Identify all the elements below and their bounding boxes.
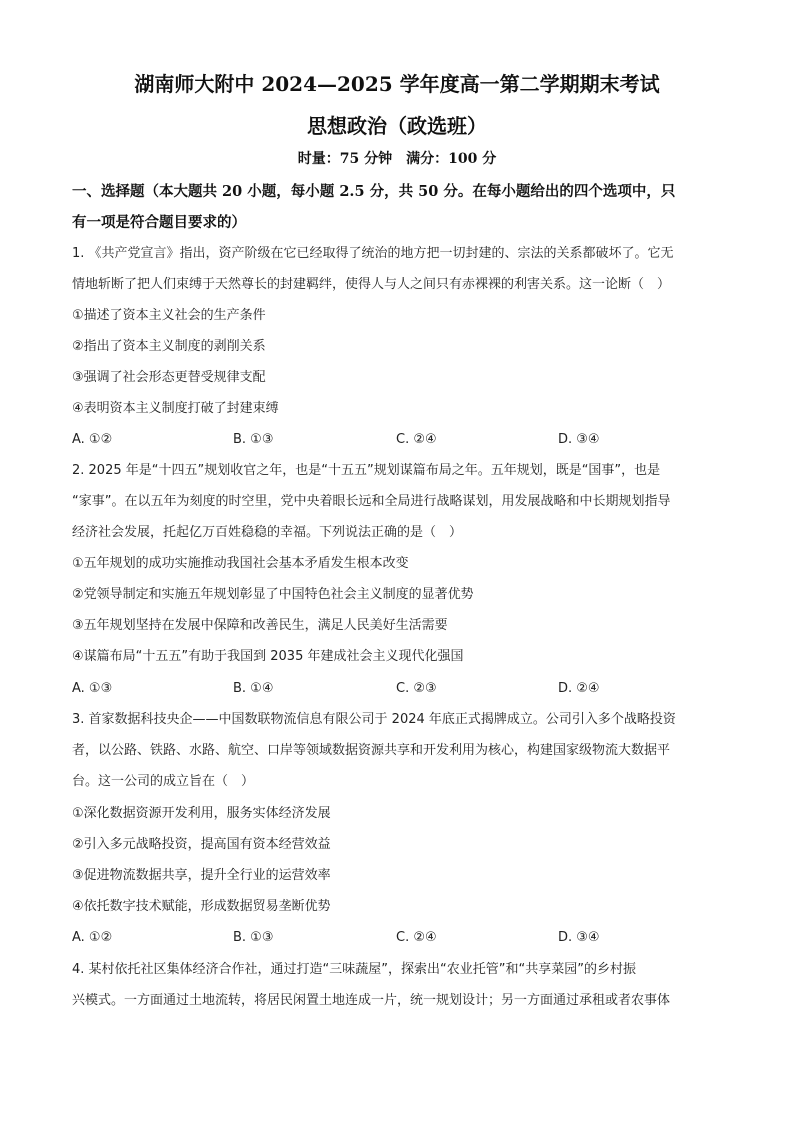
statement: ①五年规划的成功实施推动我国社会基本矛盾发生根本改变 xyxy=(72,556,409,571)
statement: ④依托数字技术赋能，形成数据贸易垄断优势 xyxy=(72,899,331,914)
statement: ③强调了社会形态更替受规律支配 xyxy=(72,370,266,385)
exam-meta: 时量：75 分钟 满分：100 分 xyxy=(297,151,497,167)
question-stem-line: 者，以公路、铁路、水路、航空、口岸等领域数据资源共享和开发利用为核心，构建国家级物流大数据平 xyxy=(72,743,671,758)
section-heading xyxy=(72,176,724,238)
question-stem-line: 兴模式。一方面通过土地流转，将居民闲置土地连成一片，统一规划设计；另一方面通过承租或者农事体 xyxy=(72,993,671,1008)
option-b: B. ①④ xyxy=(233,681,274,696)
question-stem-line: 3. 首家数据科技央企——中国数联物流信息有限公司于 2024 年底正式揭牌成立。公司引入多个战略投资 xyxy=(72,712,676,727)
statement: ③五年规划坚持在发展中保障和改善民生，满足人民美好生活需要 xyxy=(72,618,448,633)
option-d: D. ③④ xyxy=(558,432,600,447)
statement: ④表明资本主义制度打破了封建束缚 xyxy=(72,401,279,416)
statement: ①描述了资本主义社会的生产条件 xyxy=(72,308,266,323)
option-b: B. ①③ xyxy=(233,432,274,447)
question-stem-line: 情地斩断了把人们束缚于天然尊长的封建羁绊，使得人与人之间只有赤裸裸的利害关系。这一论断（ ） xyxy=(72,277,671,292)
option-c: C. ②④ xyxy=(396,930,437,945)
statement: ②党领导制定和实施五年规划彰显了中国特色社会主义制度的显著优势 xyxy=(72,587,474,602)
statement: ④谋篇布局“十五五”有助于我国到 2035 年建成社会主义现代化强国 xyxy=(72,649,464,664)
question-stem-line: 1. 《共产党宣言》指出，资产阶级在它已经取得了统治的地方把一切封建的、宗法的关系都破坏了。它无 xyxy=(72,246,674,261)
exam-title: 湖南师大附中 2024—2025 学年度高一第二学期期末考试 xyxy=(134,72,660,96)
statement: ②引入多元战略投资，提高国有资本经营效益 xyxy=(72,837,331,852)
option-c: C. ②③ xyxy=(396,681,437,696)
question-stem-line: “家事”。在以五年为刻度的时空里，党中央着眼长远和全局进行战略谋划，用发展战略和中长期规划指导 xyxy=(72,494,671,509)
section-heading-line: 有一项是符合题目要求的） xyxy=(72,214,246,231)
option-c: C. ②④ xyxy=(396,432,437,447)
question-stem-line: 2. 2025 年是“十四五”规划收官之年，也是“十五五”规划谋篇布局之年。五年规划，既是“国事”，也是 xyxy=(72,463,661,478)
option-a: A. ①② xyxy=(72,432,113,447)
option-a: A. ①③ xyxy=(72,681,113,696)
question-stem-line: 4. 某村依托社区集体经济合作社，通过打造“三味蔬屋”，探索出“农业托管”和“共享菜园”的乡村振 xyxy=(72,962,636,977)
option-a: A. ①② xyxy=(72,930,113,945)
statement: ②指出了资本主义制度的剥削关系 xyxy=(72,339,266,354)
statement: ①深化数据资源开发利用，服务实体经济发展 xyxy=(72,806,331,821)
question-stem-line: 台。这一公司的成立旨在（ ） xyxy=(72,774,255,789)
statement: ③促进物流数据共享，提升全行业的运营效率 xyxy=(72,868,331,883)
option-d: D. ③④ xyxy=(558,930,600,945)
option-b: B. ①③ xyxy=(233,930,274,945)
question-stem-line: 经济社会发展，托起亿万百姓稳稳的幸福。下列说法正确的是（ ） xyxy=(72,525,463,540)
exam-subject: 思想政治（政选班） xyxy=(307,114,487,138)
option-d: D. ②④ xyxy=(558,681,600,696)
section-heading-line: 一、选择题（本大题共 20 小题，每小题 2.5 分，共 50 分。在每小题给出的四个选项中，只 xyxy=(72,183,676,200)
